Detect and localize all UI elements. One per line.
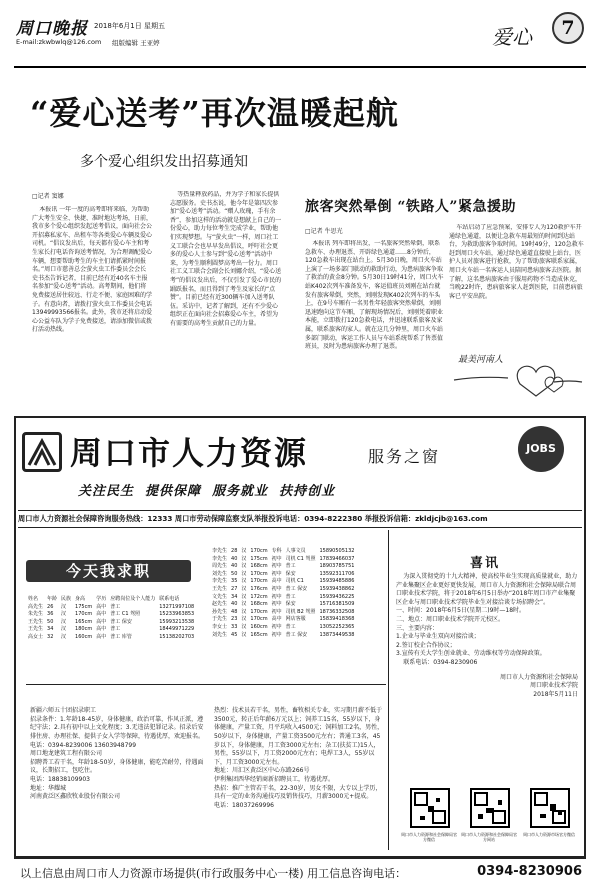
table-row: 孙先生 48 汉 170cm 初中 司机 B2 驾照 18736332508: [212, 608, 355, 615]
good-news-body: 为深入贯彻党的十九大精神，使高校毕业生实现高质量就业，助力产业集聚区企业更好更快发展，周口市人力资源和社会保障局联合周口职业技术学院，将于2018年6月5日举办“2018年周口市产业集聚区企业与周口职业技术学院毕业生对接洽谈专场招聘会”。 一、时间：2018年6月5日(星期二)9时—18时。 二、地点：周口职业技术学院开元校区。 三、主要内容： 1.企业与毕业生双向对接洽谈； 2.签订校企合作协议； 3.宣传有关大学生创业就业、劳动维权等劳动保障政策。 联系电话：0394-8230906 周口市人力资源和社会保障局 周口职业技术学院 2018年5月11日: [396, 573, 578, 698]
signature-date: 2018年5月11日: [533, 690, 578, 698]
newspaper-logo: 周口晚报: [16, 19, 88, 39]
list-item: 三、主要内容：: [396, 624, 439, 632]
headline-subtitle: 多个爱心组织发出招募通知: [80, 154, 248, 170]
good-news-title: 喜讯: [470, 556, 501, 571]
recruit-col1: 新疆六师五十团招录职工 招录条件：1.年龄18-45岁，身体健康，政治可靠，作风正派，遵纪守法；2.具有初中以上文化程度；3.无违法犯罪记录。招录后安排住房、办理社保、提供子女入学等保障，待遇优厚，欢迎报名。 电话：0394-8239006 13603948799 周口地龙建筑工程有限公司 招聘普工若干名，年龄18-50岁，身体健康，能吃苦耐劳，待遇面议，长期招工，包吃住。 电话：18838109903 地址：华耀城 河南黄泛区鑫欣牧业股份有限公司: [30, 707, 205, 801]
table-row: 李先生 35 汉 170cm 高中 司机 C1 15939485886: [212, 578, 355, 585]
table-row: 刘先生 50 汉 170cm 初中 保安 13592311706: [212, 570, 355, 577]
table-row: 刘先生 45 汉 165cm 初中 普工 保安 13873449538: [212, 631, 355, 638]
qr-caption: 周口市人力资源市场官方微信: [523, 832, 575, 837]
heart-line-icon: [450, 340, 586, 400]
qr-code[interactable]: [530, 788, 570, 828]
qr-caption: 周口市人力资源和社会保障局官方微信: [401, 832, 457, 842]
article2-col2: 车站启动了应急预案，安排专人为120救护车开通绿色通道，以便让急救车用最短的时间到达站台，为救助旅客争取时间。19时49分，120急救车赶到周口火车站，通过绿色通道直接驶上站台，医护人员对旅客进行抢救，为了帮助旅客联系家属，周口火车站一名客运人员陪同患病旅客去医院。据了解，这名患病旅客由于服用药物不当造成休克，当晚22时许，患病旅客家人赶到医院，目前患病旅客已平安出院。: [449, 224, 584, 300]
heart-art: [450, 340, 586, 400]
qr-caption: 周口市人力资源和社会保障局官方网站: [461, 832, 517, 842]
table-row: 王先生 34 汉 180cm 高中 普工 18449971229: [28, 626, 195, 633]
job-seekers-title: 今天我求职: [26, 560, 191, 582]
job-seekers-table-2: [210, 548, 356, 639]
hotline-bar: [18, 510, 582, 528]
page-number-badge: [552, 12, 584, 44]
signature: 周口市人力资源和社会保障局: [499, 673, 578, 681]
table-row: 高女士 32 汉 160cm 高中 普工 库管 15138202703: [28, 633, 195, 640]
byline: □记者 窦娜: [32, 193, 64, 200]
article1-col2: 等热量释放药品，并为学子和家长提供志愿服务。史书杰说，他今年是第四次参加“爱心送考”活动。“赠人玫瑰，手有余香”，参加这样的活动就是想献上自己的一份爱心，助力每位考生完成学业，帮助他们实现梦想。与“萤火虫”一样，周口社工义工联合会也早早发出倡议，呼吁社会更多的爱心人士参与到“爱心送考”活动中来，为考生顺利圆梦高考出一份力。周口社工义工联合会副会长刘娜介绍，“爱心送考”的倡议发出后，不仅引发了爱心市民的踊跃报名，而且得到了考生及家长的“点赞”。目前已经有近300辆车加入送考队伍。采访中，记者了解到，还有不少爱心组织正在面向社会招募爱心车主，希望为有需要的高考生贡献自己的力量。: [170, 191, 282, 327]
footer-phone: 0394-8230906: [477, 864, 582, 879]
table-header-row: 姓名 年龄 民族 身高 学历 应聘岗位及个人能力 联系电话: [28, 596, 180, 602]
article2-byline: □记者 牛思光: [305, 228, 343, 235]
recruit-divider: [26, 684, 386, 685]
article2-col1: 本报讯 列车即将出发，一名旅客突然晕倒，联系急救车、办理退票、开辟绿色通道……8分钟后，120急救车出现在站台上。5月30日晚，周口火车站上演了一场多部门联动的救助行动，为患病旅客争取了救治的黄金8分钟。5月30日19时41分，周口火车站K402次列车准备发车，客运值班员刘刚在站台就发有旅客晕倒，突然，刘刚发现K402次列车的车头上，在9号车厢有一名男性年轻旅客突然晕倒，刘刚迅速跑向这节车厢，了解现场情况后，刘刚凭着职业本能，立即拨打120急救电话，并迅速联系旅客及家属，联系旅客的家人。就在这几分钟里，周口火车站多部门联动，客运工作人员与车站系统帮系了售票值班员，及时为患病旅客办理了退票。: [305, 240, 444, 351]
headline: “爱心送考”再次温暖起航: [30, 94, 399, 132]
table-row: 王先生 50 汉 165cm 高中 普工 保安 15993213538: [28, 618, 195, 625]
section-title: 爱心: [492, 25, 532, 49]
footer-bar: [14, 858, 586, 886]
hotline-text: 周口市人力资源社会保障咨询服务热线：12333 周口市劳动保障监察支队举报投诉电话：0394-8222380 举报投诉信箱：zkldjcjb@163.com: [18, 514, 488, 523]
editors: 组版编辑 王亚婷: [112, 39, 160, 47]
contact-phone: 联系电话：0394-8230906: [403, 658, 478, 666]
article1-col1: 本报讯 一年一度的高考即将来临，为帮助广大考生安全、快捷、准时地达考场，日前，我市多个爱心组织发起送考倡议，面向社会公开招募私家车、出租车等各类爱心车辆及爱心司机。“倡议发出后，每天都有爱心车主和考生家长打电话咨询送考情况，为合理调配爱心车辆，想要帮助考生的车主们请抓紧时间报名。”周口市慈善总会萤火虫工作委员会会长史书杰告诉记者，目前已经有近40名车主报名参加“爱心送考”活动。高考期间，他们将免费接送居住较远、行走不便、家庭困难的学子。有意向者，请拨打萤火虫工作委员会电话13949993566报名。此外，我市还将启动爱心公益车队为学子免费接送，请添加微信或拨打活动热线。: [32, 206, 152, 334]
table-row: 王先生 27 汉 176cm 初中 普工 保安 15939438862: [212, 585, 355, 592]
jobs-badge: JOBS: [518, 426, 564, 472]
list-item: 1.企业与毕业生双向对接洽谈；: [396, 633, 480, 641]
table-row: 高先生 26 汉 175cm 高中 普工 13271997108: [28, 603, 195, 610]
table-row: 赵先生 40 汉 168cm 初中 保安 15716381509: [212, 601, 355, 608]
hr-banner: [18, 420, 582, 500]
qr-code[interactable]: [410, 788, 450, 828]
publication-date: 2018年6月1日 星期五: [94, 22, 165, 30]
qr-code-group: [400, 788, 580, 854]
table-row: 于先生 23 汉 170cm 高中 网店客服 15839418368: [212, 616, 355, 623]
list-item: 3.宣传有关大学生创业就业、劳动维权等劳动保障政策。: [396, 650, 546, 658]
article2-title: 旅客突然晕倒 “铁路人”紧急援助: [305, 199, 516, 215]
signature: 周口职业技术学院: [529, 682, 578, 690]
hr-subtitle: 服务之窗: [368, 447, 441, 466]
table-row: 李女士 33 汉 160cm 初中 普工 13052252365: [212, 623, 355, 630]
masthead-rule: [14, 66, 586, 68]
list-item: 二、地点：周口职业技术学院开元校区。: [396, 615, 505, 623]
list-item: 一、时间：2018年6月5日(星期二)9时—18时。: [396, 607, 526, 615]
hr-title: 周口市人力资源: [70, 434, 309, 472]
recruit-col2: 热烈：技术员若干名，男性，畜牧相关专业，实习期月薪不低于3500元，转正后年薪6万元以上；饲养工15名，55岁以下，身体健康，产量工资，月平均收入4500元；饲料加工2名，男性，50岁以下，身体健康，产量工资3500元左右；普通工3名，45岁以下，身体健康，月工资3000元左右；杂工(扶贫工)15人，男性，55岁以下，月工资2000元左右；电焊工3人，55岁以下，月工资3000元左右。 地址：川汇区黄泛区中心东路266号 伊利集团西华经销商新招聘员工，待遇优厚。 热招：推广主管若干名，22-30岁，男女不限，大专以上学历，具有一定的业务沟通技巧及销售技巧，月薪3000元+提成。 电话：18037269996: [214, 707, 384, 809]
qr-code[interactable]: [470, 788, 510, 828]
table-row: 朱先生 36 汉 170cm 高中 普工 C1 驾照 15233963853: [28, 611, 195, 618]
table-row: 李先生 28 汉 170cm 专科 人事文员 15890505132: [212, 548, 355, 554]
email: E-mail:zkwbwlq@126.com: [16, 38, 102, 46]
list-item: 2.签订校企合作协议；: [396, 641, 456, 649]
table-row: 文先生 34 汉 172cm 初中 普工 15939436225: [212, 593, 355, 600]
table-row: 李先生 40 汉 175cm 初中 司机 C1 驾照 17839466037: [212, 555, 355, 562]
footer-text: 以上信息由周口市人力资源市场提供(市行政服务中心一楼) 用工信息咨询电话：: [20, 867, 407, 880]
job-seekers-table: [26, 596, 196, 642]
hr-logo-icon: [22, 432, 62, 472]
masthead: [14, 8, 586, 66]
page-number: 7: [561, 17, 575, 39]
hr-slogan: 关注民生 提供保障 服务就业 扶持创业: [78, 484, 336, 499]
art-caption: 最美河南人: [458, 355, 504, 365]
table-row: 周先生 40 汉 168cm 初中 普工 18903785751: [212, 563, 355, 570]
